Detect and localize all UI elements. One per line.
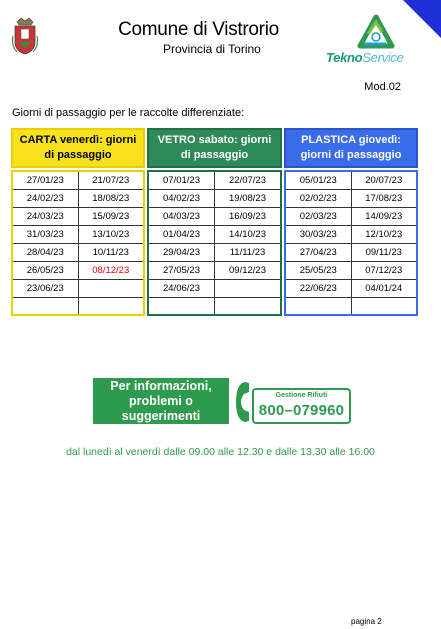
date-cell: 12/10/23 — [351, 225, 417, 243]
date-cell: 09/12/23 — [215, 261, 282, 279]
plastica-column — [284, 128, 418, 316]
table-row — [285, 171, 417, 189]
table-row — [148, 261, 281, 279]
date-cell: 04/03/23 — [148, 207, 215, 225]
date-cell: 31/03/23 — [12, 225, 78, 243]
carta-header: CARTA venerdì: giorni di passaggio — [11, 128, 145, 168]
date-cell: 14/09/23 — [351, 207, 417, 225]
vetro-column — [147, 128, 282, 316]
date-cell: 07/12/23 — [351, 261, 417, 279]
date-cell: 09/11/23 — [351, 243, 417, 261]
date-cell: 04/01/24 — [351, 279, 417, 297]
date-cell: 18/08/23 — [78, 189, 144, 207]
table-row — [285, 297, 417, 315]
form-reference: Mod.02 — [364, 81, 401, 93]
date-cell: 22/07/23 — [215, 171, 282, 189]
date-cell: 24/06/23 — [148, 279, 215, 297]
page-title: Comune di Vistrorio — [118, 19, 279, 40]
table-row — [12, 261, 144, 279]
info-line: suggerimenti — [121, 409, 201, 423]
date-cell: 20/07/23 — [351, 171, 417, 189]
phone-number: 800–079960 — [258, 402, 345, 419]
date-cell — [351, 297, 417, 315]
date-cell: 11/11/23 — [215, 243, 282, 261]
phone-label: Gestione Rifiuti — [275, 392, 328, 399]
date-cell: 02/02/23 — [285, 189, 351, 207]
date-cell: 21/07/23 — [78, 171, 144, 189]
vetro-dates-table — [147, 170, 282, 316]
date-cell: 07/01/23 — [148, 171, 215, 189]
table-row — [12, 225, 144, 243]
table-row — [12, 207, 144, 225]
table-row — [148, 225, 281, 243]
date-cell: 04/02/23 — [148, 189, 215, 207]
table-row — [12, 297, 144, 315]
plastica-header: PLASTICA giovedì: giorni di passaggio — [284, 128, 418, 168]
page-number: pagina 2 — [351, 617, 382, 626]
section-heading: Giorni di passaggio per le raccolte differenziate: — [12, 107, 245, 119]
date-cell: 05/01/23 — [285, 171, 351, 189]
date-cell: 26/05/23 — [12, 261, 78, 279]
date-cell: 30/03/23 — [285, 225, 351, 243]
date-cell — [78, 279, 144, 297]
date-cell: 02/03/23 — [285, 207, 351, 225]
date-cell: 28/04/23 — [12, 243, 78, 261]
date-cell: 17/08/23 — [351, 189, 417, 207]
table-row — [148, 189, 281, 207]
table-row — [148, 243, 281, 261]
date-cell: 01/04/23 — [148, 225, 215, 243]
table-row — [285, 279, 417, 297]
date-cell: 10/11/23 — [78, 243, 144, 261]
date-cell: 27/01/23 — [12, 171, 78, 189]
date-cell — [215, 279, 282, 297]
info-box — [93, 378, 229, 424]
page-subtitle: Provincia di Torino — [163, 42, 261, 56]
date-cell — [12, 297, 78, 315]
date-cell: 24/02/23 — [12, 189, 78, 207]
table-row — [148, 297, 281, 315]
date-cell: 29/04/23 — [148, 243, 215, 261]
table-row — [285, 225, 417, 243]
date-cell: 13/10/23 — [78, 225, 144, 243]
date-cell: 15/09/23 — [78, 207, 144, 225]
date-cell: 14/10/23 — [215, 225, 282, 243]
date-cell: 19/08/23 — [215, 189, 282, 207]
table-row — [12, 189, 144, 207]
date-cell: 25/05/23 — [285, 261, 351, 279]
date-cell: 24/03/23 — [12, 207, 78, 225]
table-row — [285, 243, 417, 261]
carta-dates-table — [11, 170, 145, 316]
table-row — [285, 189, 417, 207]
logo-wordmark: TeknoService — [326, 50, 404, 65]
table-row — [12, 171, 144, 189]
info-line: problemi o — [129, 394, 193, 408]
table-row — [12, 279, 144, 297]
carta-column — [11, 128, 145, 316]
table-row — [285, 207, 417, 225]
date-cell — [148, 297, 215, 315]
telephone-handset-icon — [232, 380, 252, 424]
date-cell: 16/09/23 — [215, 207, 282, 225]
date-cell: 22/06/23 — [285, 279, 351, 297]
date-cell — [285, 297, 351, 315]
date-cell: 27/05/23 — [148, 261, 215, 279]
date-cell — [215, 297, 282, 315]
table-row — [148, 171, 281, 189]
plastica-dates-table — [284, 170, 418, 316]
table-row — [148, 279, 281, 297]
info-line: Per informazioni, — [110, 379, 212, 393]
phone-box — [252, 388, 351, 424]
table-row — [148, 207, 281, 225]
vetro-header: VETRO sabato: giorni di passaggio — [147, 128, 282, 168]
table-row — [285, 261, 417, 279]
table-row — [12, 243, 144, 261]
date-cell: 27/04/23 — [285, 243, 351, 261]
date-cell — [78, 297, 144, 315]
date-cell-highlighted: 08/12/23 — [78, 261, 144, 279]
office-hours: dal lunedì al venerdì dalle 09.00 alle 12.30 e dalle 13.30 alle 16.00 — [66, 446, 375, 458]
date-cell: 23/06/23 — [12, 279, 78, 297]
